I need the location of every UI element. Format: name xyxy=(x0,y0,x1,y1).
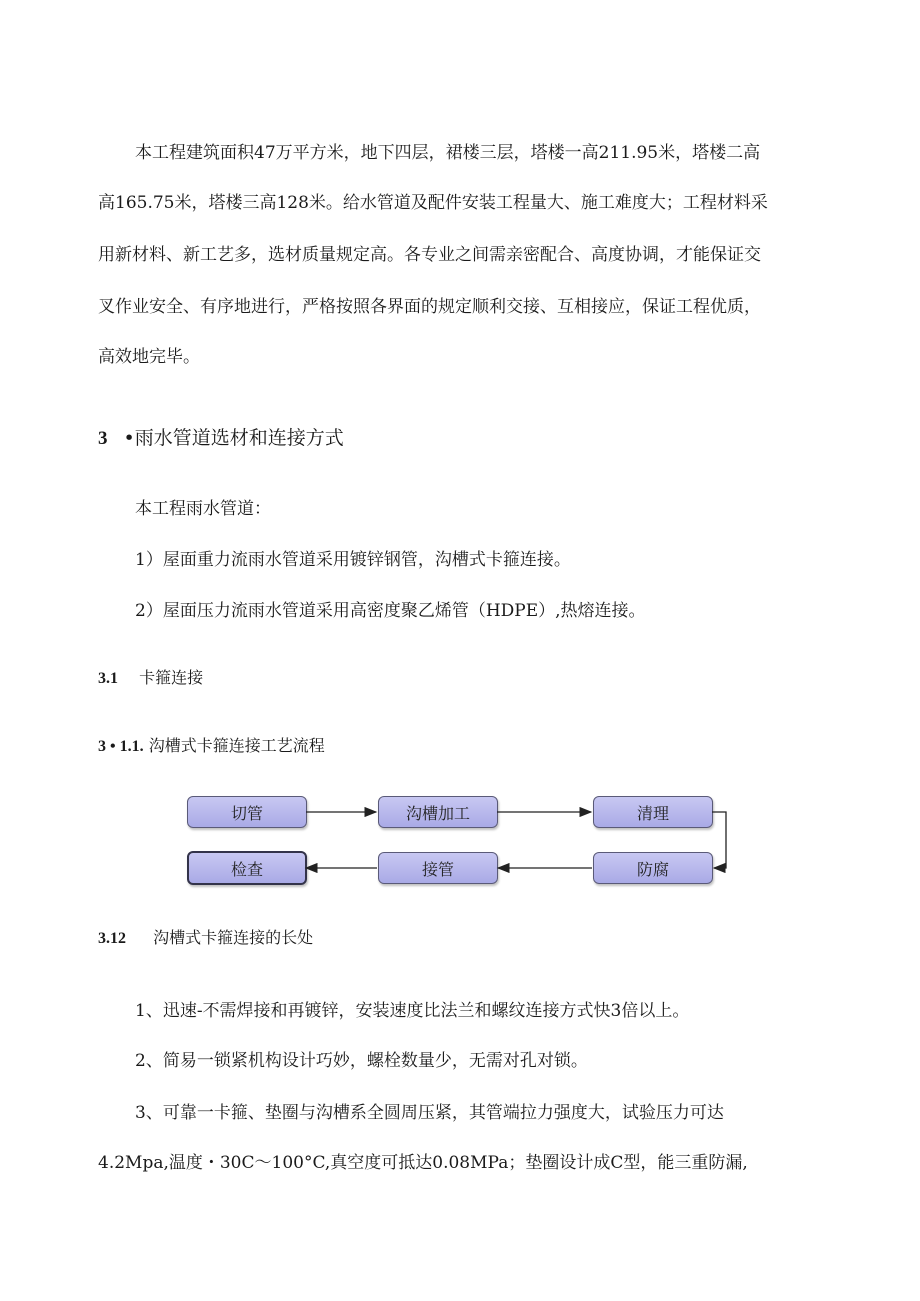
flow-step-inspection: 检查 xyxy=(187,851,307,885)
flow-step-cut-pipe: 切管 xyxy=(187,796,307,828)
section-3-1-title: 卡箍连接 xyxy=(139,668,204,687)
intro-line-1: 本工程建筑面积47万平方米，地下四层，裙楼三层，塔楼一高211.95米，塔楼二高 xyxy=(135,143,761,163)
section-3-number: 3 xyxy=(98,428,108,449)
section-3-item-1: 1）屋面重力流雨水管道采用镀锌钢管，沟槽式卡箍连接。 xyxy=(135,550,571,570)
advantage-3: 3、可靠一卡箍、垫圈与沟槽系全圆周压紧，其管端拉力强度大，试验压力可达 xyxy=(135,1103,724,1123)
intro-line-4: 叉作业安全、有序地进行，严格按照各界面的规定顺利交接、互相接应，保证工程优质， xyxy=(98,297,761,317)
arrow-clean-to-anticorrosion xyxy=(712,812,726,868)
advantage-1: 1、迅速-不需焊接和再镀锌，安装速度比法兰和螺纹连接方式快3倍以上。 xyxy=(135,1001,690,1021)
flow-step-grooving: 沟槽加工 xyxy=(378,796,498,828)
intro-line-2: 高165.75米，塔楼三高128米。给水管道及配件安装工程量大、施工难度大；工程材料采 xyxy=(98,193,768,213)
intro-line-5: 高效地完毕。 xyxy=(98,347,200,367)
flow-step-connect-pipe: 接管 xyxy=(378,852,498,884)
section-3-1-1-title: 沟槽式卡箍连接工艺流程 xyxy=(148,736,325,755)
section-3-intro: 本工程雨水管道： xyxy=(135,499,271,519)
section-3-item-2: 2）屋面压力流雨水管道采用高密度聚乙烯管（HDPE）,热熔连接。 xyxy=(135,601,646,621)
flow-step-anticorrosion: 防腐 xyxy=(593,852,713,884)
advantage-3-continuation: 4.2Mpa,温度・30C～100°C,真空度可抵达0.08MPa；垫圈设计成C型，能三重防漏, xyxy=(98,1153,748,1173)
section-3-1-1-number: 3 • 1.1. xyxy=(98,738,144,755)
section-3-12-title: 沟槽式卡箍连接的长处 xyxy=(153,928,314,947)
advantage-2: 2、简易一锁紧机构设计巧妙，螺栓数量少，无需对孔对锁。 xyxy=(135,1051,588,1071)
section-3-1-number: 3.1 xyxy=(98,670,118,687)
section-3-12-number: 3.12 xyxy=(98,930,126,947)
section-3-12-heading xyxy=(98,925,313,948)
flow-step-cleaning: 清理 xyxy=(593,796,713,828)
intro-line-3: 用新材料、新工艺多，选材质量规定高。各专业之间需亲密配合、高度协调，才能保证交 xyxy=(98,245,761,265)
section-3-title: •雨水管道选材和连接方式 xyxy=(123,427,344,449)
